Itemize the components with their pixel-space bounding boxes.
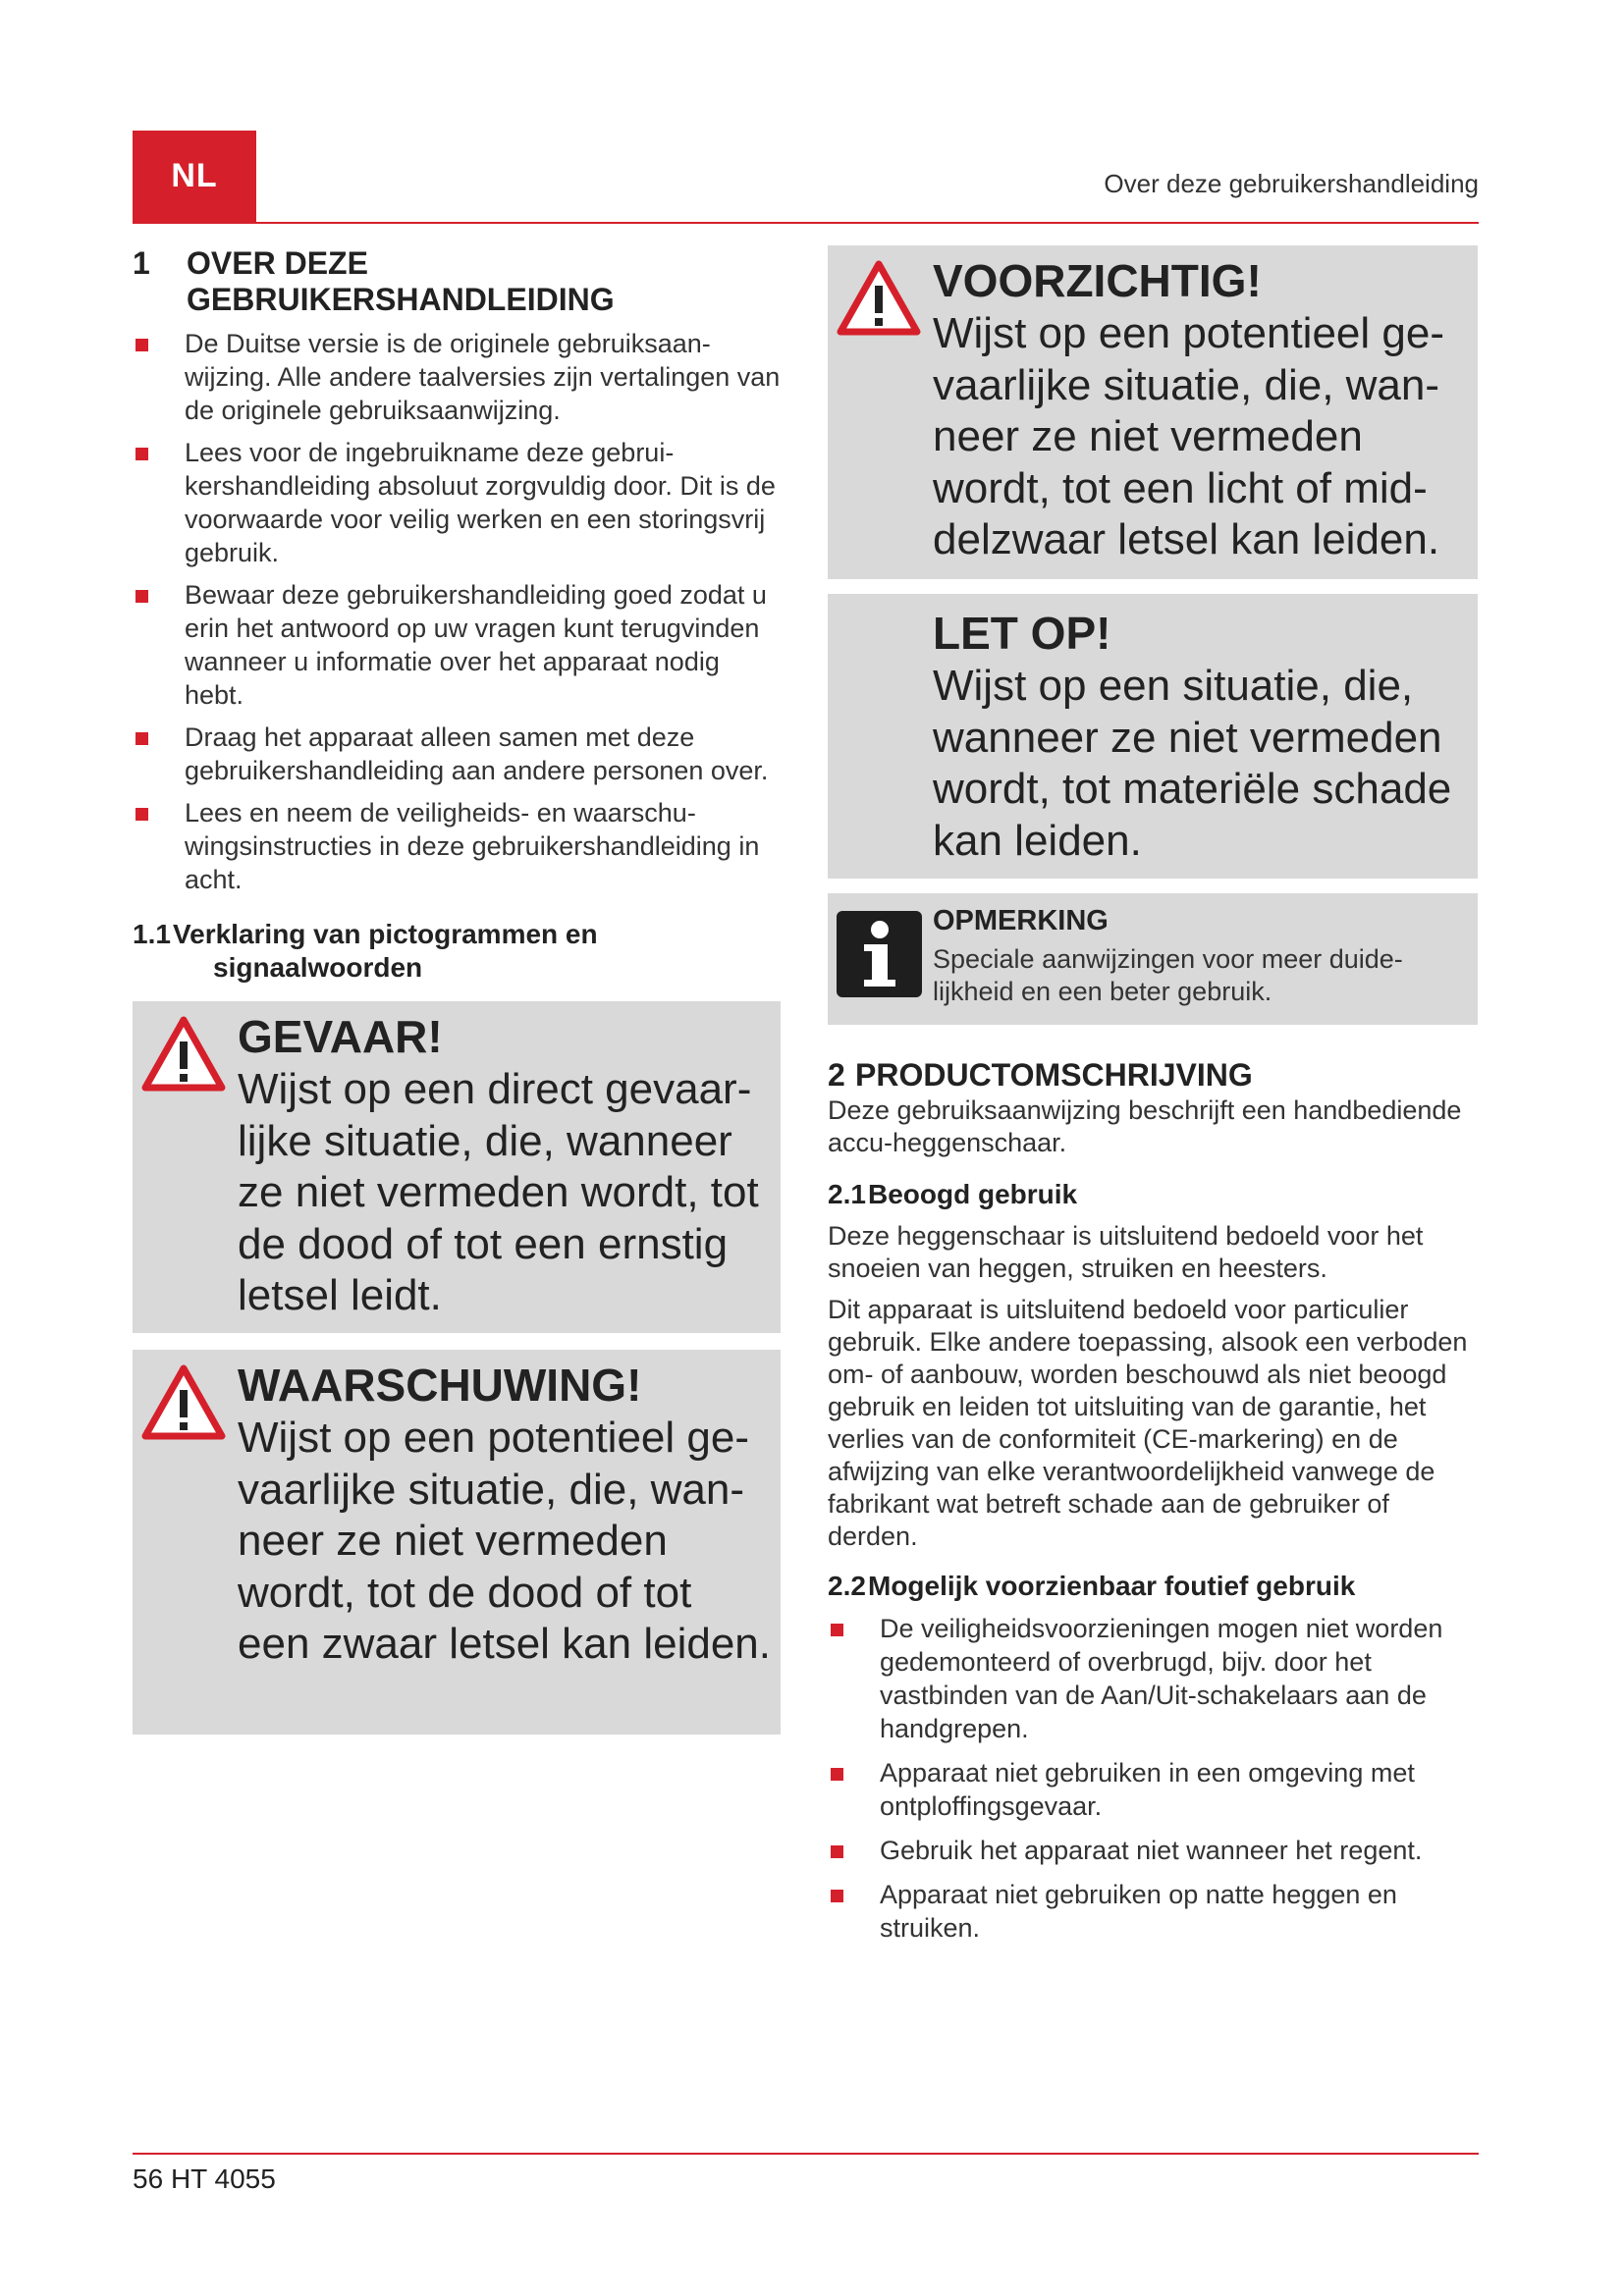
language-tab: NL — [133, 131, 256, 222]
section-2-2-title: Mogelijk voorzienbaar foutief gebruik — [868, 1571, 1356, 1601]
note-box — [828, 893, 1478, 1025]
warning-text: Wijst op een potentieel gevaarlijke situatie, die, wanneer ze niet vermeden wordt, tot de dood of tot een zwaar letsel kan leiden. — [238, 1414, 771, 1668]
info-icon — [837, 911, 922, 997]
section-1-list — [133, 327, 781, 896]
section-2-2-list — [828, 1612, 1478, 1945]
section-1-1-heading — [133, 918, 781, 985]
warning-triangle-icon — [836, 259, 922, 338]
section-2-heading — [828, 1057, 1478, 1094]
section-1-1-title-line1: Verklaring van pictogrammen en — [173, 919, 598, 949]
section-2-2-heading — [828, 1570, 1478, 1603]
list-item: Lees en neem de veiligheids- en waarschuwingsinstructies in deze gebruikershandleiding in acht. — [133, 796, 781, 896]
danger-text: Wijst op een direct gevaarlijke situatie, die, wanneer ze niet vermeden wordt, tot de dood of tot een ernstig letsel leidt. — [238, 1065, 759, 1319]
warning-box — [133, 1350, 781, 1735]
caution-heading: VOORZICHTIG! — [933, 255, 1262, 306]
list-item: Gebruik het apparaat niet wanneer het regent. — [828, 1834, 1478, 1867]
danger-box — [133, 1001, 781, 1333]
danger-heading: GEVAAR! — [238, 1011, 443, 1062]
section-1-title-line2: GEBRUIKERSHANDLEIDING — [187, 282, 615, 317]
section-2-title: PRODUCTOMSCHRIJVING — [855, 1057, 1253, 1093]
header-divider — [133, 222, 1479, 224]
section-2-number: 2 — [828, 1057, 845, 1093]
section-2-intro: Deze gebruiksaanwijzing beschrijft een handbediende accu-heggenschaar. — [828, 1095, 1462, 1157]
section-1-1-number: 1.1 — [133, 919, 171, 949]
list-item: De veiligheidsvoorzieningen mogen niet worden gedemonteerd of overbrugd, bijv. door het vastbinden van de Aan/Uit-schakelaars aan de handgrepen. — [828, 1612, 1478, 1745]
caution-box — [828, 245, 1478, 579]
right-column — [828, 245, 1478, 1945]
list-item: Apparaat niet gebruiken op natte heggen en struiken. — [828, 1878, 1478, 1945]
section-2-1-paragraph-2: Dit apparaat is uitsluitend bedoeld voor particulier gebruik. Elke andere toepassing, alsook een verboden om- of aanbouw, worden beschouwd als niet beoogd gebruik en leiden tot uitsluiting van de garantie, het verlies van de conformiteit (CE-markering) en de afwijzing van elke verantwoordelijkheid vanwege de fabrikant wat betreft schade aan de gebruiker of derden. — [828, 1295, 1468, 1551]
page-footer — [133, 2163, 276, 2195]
section-2-1-title: Beoogd gebruik — [868, 1179, 1078, 1209]
warning-heading: WAARSCHUWING! — [238, 1360, 642, 1411]
page-number: 56 — [133, 2163, 164, 2194]
warning-triangle-icon — [140, 1363, 227, 1442]
list-item: Bewaar deze gebruikershandleiding goed zodat u erin het antwoord op uw vragen kunt terugvinden wanneer u informatie over het apparaat nodig hebt. — [133, 578, 781, 712]
section-2-2-number: 2.2 — [828, 1571, 866, 1601]
list-item: Lees voor de ingebruikname deze gebruikershandleiding absoluut zorgvuldig door. Dit is de voorwaarde voor veilig werken en een storingsvrij gebruik. — [133, 436, 781, 569]
left-column — [133, 245, 781, 1735]
list-item: Draag het apparaat alleen samen met deze gebruikershandleiding aan andere personen over. — [133, 721, 781, 787]
section-1-1-title-line2: signaalwoorden — [213, 952, 423, 983]
note-text: Speciale aanwijzingen voor meer duidelijkheid en een beter gebruik. — [933, 944, 1403, 1006]
page-header-title: Over deze gebruikershandleiding — [1104, 169, 1479, 198]
section-2-1-paragraph-1: Deze heggenschaar is uitsluitend bedoeld voor het snoeien van heggen, struiken en heesters. — [828, 1221, 1424, 1283]
note-heading: OPMERKING — [933, 905, 1109, 936]
section-1-heading — [133, 245, 781, 318]
section-1-number: 1 — [133, 245, 150, 281]
list-item: De Duitse versie is de originele gebruiksaanwijzing. Alle andere taalversies zijn vertalingen van de originele gebruiksaanwijzing. — [133, 327, 781, 427]
section-2-1-number: 2.1 — [828, 1179, 866, 1209]
list-item: Apparaat niet gebruiken in een omgeving met ontploffingsgevaar. — [828, 1756, 1478, 1823]
warning-triangle-icon — [140, 1015, 227, 1094]
notice-heading: LET OP! — [933, 608, 1111, 659]
caution-text: Wijst op een potentieel gevaarlijke situatie, die, wanneer ze niet vermeden wordt, tot een licht of middelzwaar letsel kan leiden. — [933, 309, 1444, 563]
section-2-1-heading — [828, 1178, 1478, 1211]
model-name: HT 4055 — [170, 2163, 276, 2194]
section-1-title-line1: OVER DEZE — [187, 245, 368, 281]
footer-divider — [133, 2153, 1479, 2155]
notice-text: Wijst op een situatie, die, wanneer ze niet vermeden wordt, tot materiële schade kan leiden. — [933, 662, 1452, 865]
notice-box — [828, 594, 1478, 879]
